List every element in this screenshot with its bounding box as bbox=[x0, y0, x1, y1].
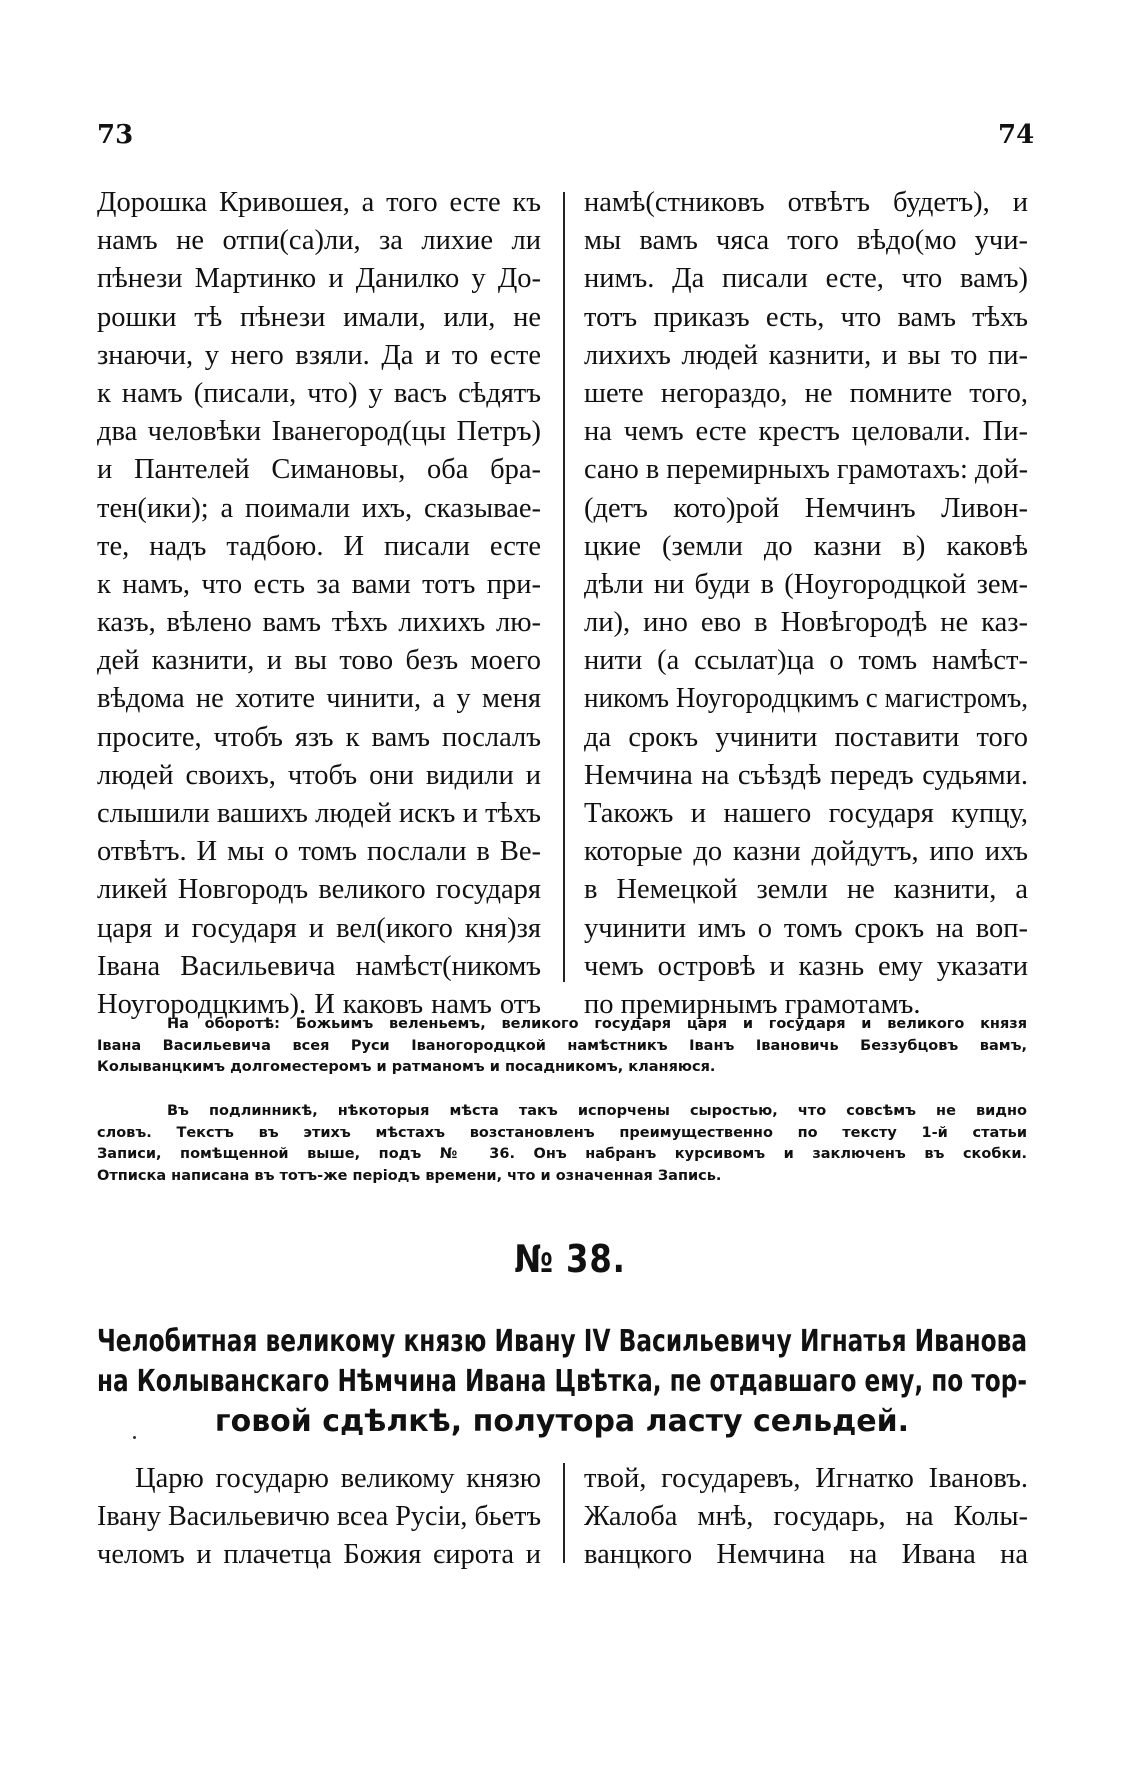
text-line: Жалоба мнѣ, государь, на Колы- bbox=[584, 1501, 1028, 1533]
text-line: просите, чтобъ язъ к вамъ послалъ bbox=[97, 721, 541, 753]
text-line: дѣли ни буди в (Ноугородцкой зем- bbox=[584, 568, 1028, 600]
text-line: челомъ и плачетца Божия єирота и bbox=[97, 1539, 541, 1571]
text-line: дей казнити, и вы тово безъ моего bbox=[97, 645, 541, 677]
note-line: Записи, помѣщенной выше, подъ № 36. Онъ набранъ курсивомъ и заключенъ въ скобки. bbox=[97, 1146, 1027, 1162]
note-line: Колыванцкимъ долгоместеромъ и ратманомъ и посадникомъ, кланяюся. bbox=[97, 1059, 716, 1075]
text-line: тотъ приказъ есть, что вамъ тѣхъ bbox=[584, 301, 1028, 333]
text-line: к намъ, что есть за вами тотъ при- bbox=[97, 568, 541, 600]
page-number-left: 73 bbox=[97, 120, 134, 150]
text-line: намъ не отпи(са)ли, за лихие ли bbox=[97, 225, 541, 257]
text-line: отвѣтъ. И мы о томъ послали в Ве- bbox=[97, 836, 541, 868]
text-line: ванцкого Немчина на Ивана на bbox=[584, 1539, 1028, 1571]
text-line: шете негораздо, не помните того, bbox=[584, 377, 1028, 409]
text-line: на чемъ есте крестъ целовали. Пи- bbox=[584, 416, 1028, 448]
text-line: твой, государевъ, Игнатко Івановъ. bbox=[584, 1463, 1028, 1494]
text-line: людей своихъ, чтобъ они видили и bbox=[97, 759, 541, 791]
column-divider-bottom bbox=[563, 1463, 565, 1563]
text-line: чемъ островѣ и казнь ему указати bbox=[584, 950, 1028, 982]
text-line: которые до казни дойдутъ, ипо ихъ bbox=[584, 836, 1028, 868]
text-line: рошки тѣ пѣнези имали, или, не bbox=[97, 301, 541, 333]
text-line: лихихъ людей казнити, и вы то пи- bbox=[584, 339, 1028, 371]
text-line: и Пантелей Симановы, оба бра- bbox=[97, 454, 541, 486]
text-line: казъ, вѣлено вамъ тѣхъ лихихъ лю- bbox=[97, 607, 541, 639]
text-line: к намъ (писали, что) у васъ сѣдятъ bbox=[97, 377, 541, 409]
note-line: На оборотѣ: Божьимъ веленьемъ, великого государя царя и государя и великого князя bbox=[167, 1016, 1027, 1032]
document-number: № 38. bbox=[514, 1237, 626, 1281]
text-line: Немчина на съѣздѣ передъ судьями. bbox=[584, 759, 1028, 791]
heading-line: говой сдѣлкѣ, полутора ласту сельдей. bbox=[214, 1404, 910, 1439]
text-line: те, надъ тадбою. И писали есте bbox=[97, 530, 541, 562]
text-line: учинити имъ о томъ срокъ на воп- bbox=[584, 912, 1028, 944]
text-line: знаючи, у него взяли. Да и то есте bbox=[97, 339, 541, 371]
text-line: ли), ино ево в Новѣгородѣ не каз- bbox=[584, 607, 1028, 639]
text-line: ликей Новгородъ великого государя bbox=[97, 874, 541, 906]
note-line: словъ. Текстъ въ этихъ мѣстахъ возстановленъ преимущественно по тексту 1-й статьи bbox=[97, 1124, 1027, 1141]
heading-line: на Колыванскаго Нѣмчина Ивана Цвѣтка, пе отдавшаго ему, по тор- bbox=[97, 1364, 1028, 1399]
column-divider bbox=[563, 192, 565, 982]
text-line: слышили вашихъ людей искъ и тѣхъ bbox=[97, 798, 541, 829]
note-line: Івана Васильевича всея Руси Іваногородцкой намѣстникъ Іванъ Івановичь Беззубцовъ вамъ, bbox=[97, 1037, 1027, 1054]
petition-column-right bbox=[584, 1460, 1028, 1575]
reverse-side-note bbox=[97, 1014, 1027, 1079]
text-line: нити (а ссылат)ца о томъ намѣст- bbox=[584, 645, 1028, 677]
text-line: Івана Васильевича намѣст(никомъ bbox=[97, 950, 541, 982]
text-line: Івану Васильевичю всеа Русіи, бьетъ bbox=[97, 1501, 542, 1533]
text-line: нимъ. Да писали есте, что вамъ) bbox=[584, 263, 1028, 295]
text-line: да срокъ учинити поставити того bbox=[584, 721, 1028, 753]
text-line: царя и государя и вел(икого кня)зя bbox=[97, 912, 541, 944]
text-line: тен(ики); а поимали ихъ, сказывае- bbox=[97, 492, 541, 524]
text-line: по премирнымъ грамотамъ. bbox=[584, 988, 921, 1020]
text-line: сано в перемирныхъ грамотахъ: дой- bbox=[584, 454, 1029, 486]
page-number-right: 74 bbox=[998, 120, 1035, 150]
text-line: мы вамъ чяса того вѣдо(мо учи- bbox=[584, 225, 1028, 257]
text-line: в Немецкой земли не казнити, а bbox=[584, 874, 1028, 906]
text-column-right bbox=[584, 184, 1028, 1024]
editorial-note bbox=[97, 1101, 1027, 1187]
note-line: Въ подлинникѣ, нѣкоторыя мѣста такъ испорчены сыростью, что совсѣмъ не видно bbox=[167, 1103, 1027, 1119]
text-line: Ноугородцкимъ). И каковъ намъ отъ bbox=[97, 988, 541, 1020]
text-column-left bbox=[97, 184, 541, 1024]
text-line: (детъ кото)рой Немчинъ Ливон- bbox=[584, 492, 1028, 524]
print-speck bbox=[133, 1436, 136, 1439]
text-line: Царю государю великому князю bbox=[135, 1463, 541, 1494]
text-line: Такожъ и нашего государя купцу, bbox=[584, 798, 1028, 829]
note-line: Отписка написана въ тотъ-же періодъ времени, что и означенная Запись. bbox=[97, 1167, 722, 1184]
text-line: никомъ Ноугородцкимъ с магистромъ, bbox=[584, 683, 1029, 715]
text-line: два человѣки Іванегород(цы Петръ) bbox=[97, 416, 541, 448]
text-line: пѣнези Мартинко и Данилко у До- bbox=[97, 263, 541, 295]
text-line: намѣ(стниковъ отвѣтъ будетъ), и bbox=[584, 187, 1028, 218]
heading-line: Челобитная великому князю Ивану IV Васильевичу Игнатья Иванова bbox=[97, 1324, 1028, 1359]
text-line: цкие (земли до казни в) каковѣ bbox=[584, 530, 1028, 562]
document-heading bbox=[97, 1322, 1027, 1442]
text-line: Дорошка Кривошея, а того есте къ bbox=[97, 187, 541, 218]
petition-column-left bbox=[97, 1460, 541, 1575]
text-line: вѣдома не хотите чинити, а у меня bbox=[97, 683, 541, 715]
